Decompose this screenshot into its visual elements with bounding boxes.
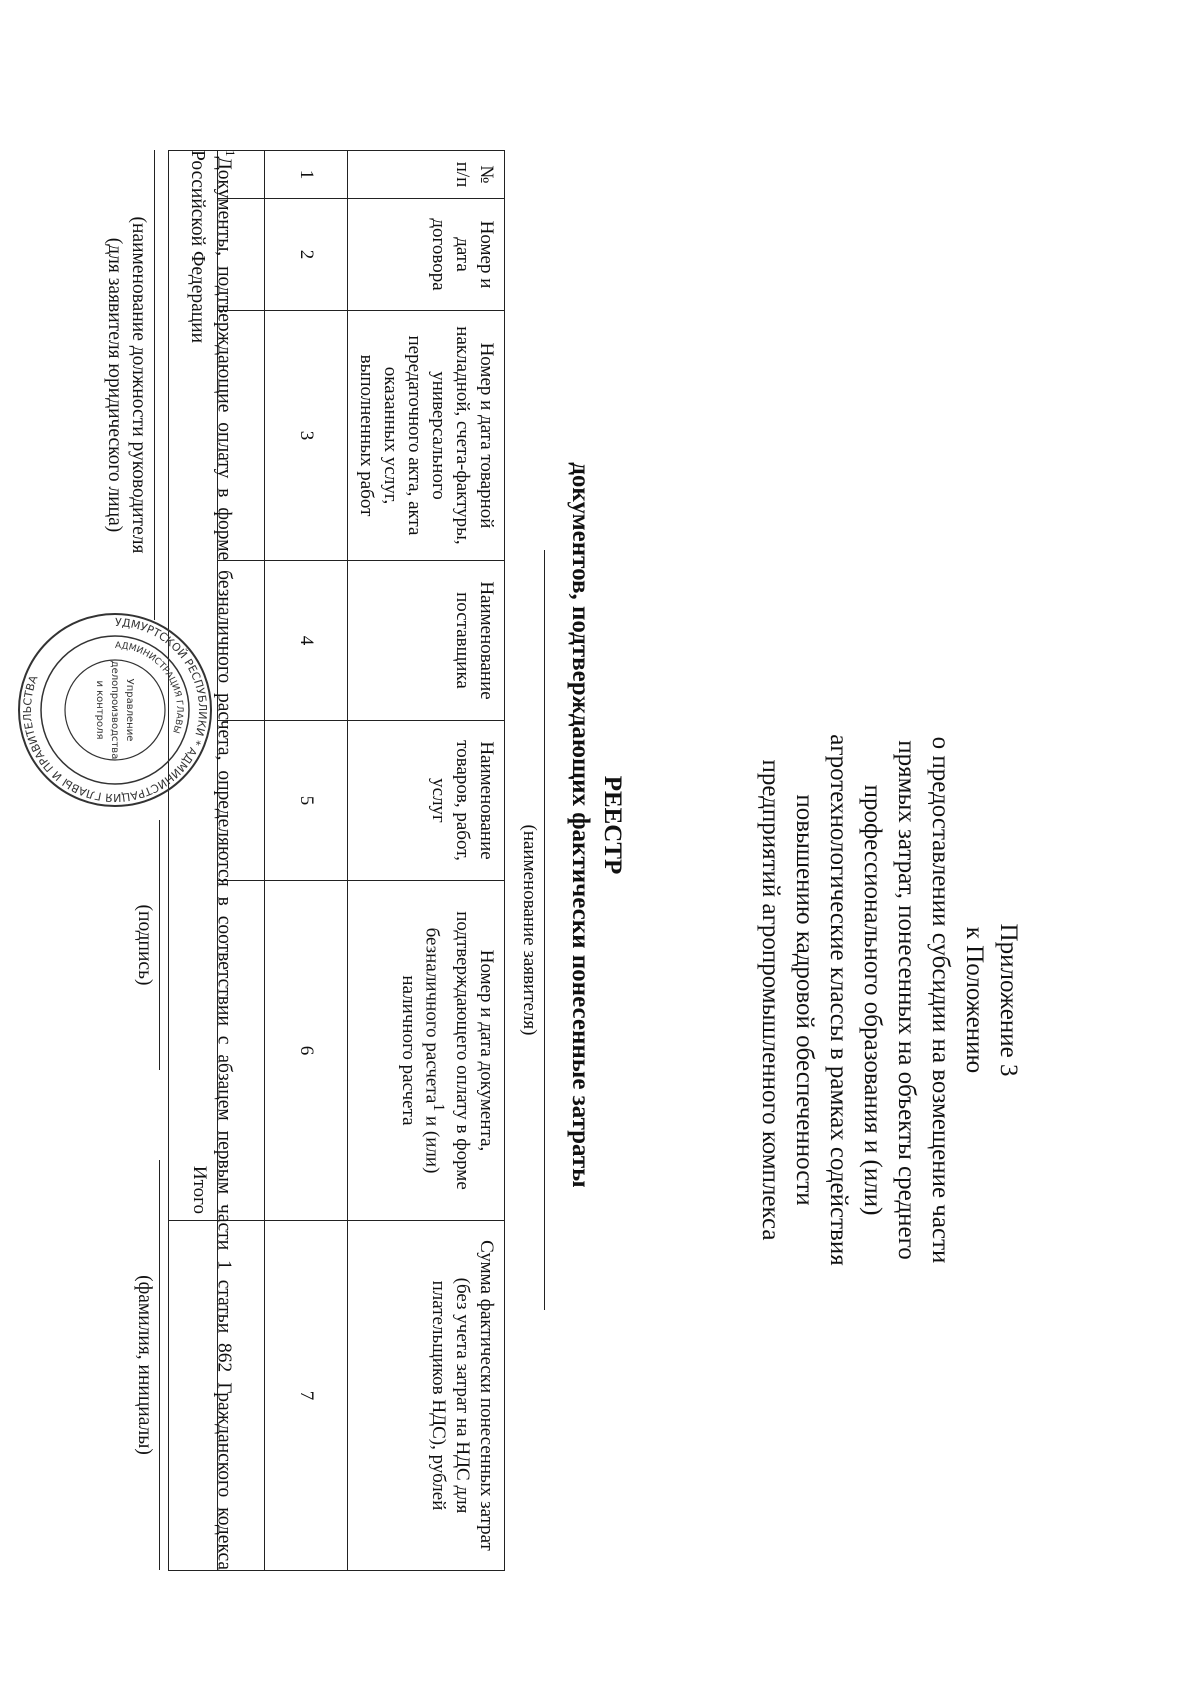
appendix-line: прямых затрат, понесенных на объекты среднего — [893, 740, 920, 1260]
number-cell: 6 — [265, 881, 348, 1221]
seal-center-line: делопроизводства — [109, 660, 120, 760]
appendix-line: агротехнологические классы в рамках содействия — [825, 734, 852, 1266]
header-text: и (или) наличного расчета — [397, 975, 443, 1174]
seal-center-line: Управление — [124, 678, 135, 742]
header-cell: № п/п — [348, 151, 505, 199]
title-main: РЕЕСТР — [599, 775, 626, 875]
position-caption-line: (для заявителя юридического лица) — [104, 237, 125, 533]
seal-center-line: и контроля — [94, 680, 105, 740]
position-line — [154, 150, 155, 620]
position-caption-line: (наименование должности руководителя — [128, 216, 149, 554]
table-header-row — [348, 151, 505, 1571]
header-cell — [348, 881, 505, 1221]
header-text: Номер и дата документа, подтверждающего оплату в форме безналичного расчета — [421, 911, 497, 1190]
appendix-line: о предоставлении субсидии на возмещение части — [927, 736, 954, 1264]
number-cell: 5 — [265, 721, 348, 881]
footnote-mark: 1 — [430, 1103, 447, 1112]
name-caption: (фамилия, инициалы) — [134, 1275, 155, 1455]
appendix-line: повышению кадровой обеспеченности — [791, 794, 818, 1206]
number-cell: 3 — [265, 311, 348, 561]
appendix-reference: к Положению — [961, 926, 988, 1074]
number-cell: 7 — [265, 1221, 348, 1571]
number-cell: 2 — [265, 199, 348, 311]
official-seal — [15, 610, 215, 810]
document-title — [564, 200, 628, 1450]
seal-graphic — [15, 610, 215, 810]
appendix-header — [753, 640, 1025, 1360]
appendix-line: предприятий агропромышленного комплекса — [757, 759, 784, 1241]
name-line — [159, 1160, 160, 1570]
footnote — [185, 150, 244, 1570]
title-sub: документов, подтверждающих фактически понесенные затраты — [567, 462, 594, 1188]
seal-outer-text: УДМУРТСКОЙ РЕСПУБЛИКИ * АДМИНИСТРАЦИЯ ГЛАВЫ И ПРАВИТЕЛЬСТВА — [20, 615, 210, 805]
seal-inner-text: АДМИНИСТРАЦИЯ ГЛАВЫ — [114, 640, 185, 735]
footnote-mark: 1 — [223, 150, 238, 157]
header-cell: Наименование поставщика — [348, 561, 505, 721]
table-number-row — [265, 151, 348, 1571]
header-cell: Сумма фактически понесенных затрат (без учета затрат на НДС для плательщиков НДС), рублей — [348, 1221, 505, 1571]
header-cell: Номер и дата товарной накладной, счета-фактуры, универсального передаточного акта, акта оказанных услуг, выполненных работ — [348, 311, 505, 561]
number-cell: 4 — [265, 561, 348, 721]
appendix-number: Приложение 3 — [995, 923, 1022, 1077]
signature-line — [159, 820, 160, 1070]
header-cell: Наименование товаров, работ, услуг — [348, 721, 505, 881]
signature-caption: (подпись) — [134, 904, 155, 986]
header-cell: Номер и дата договора — [348, 199, 505, 311]
total-label: Итого — [169, 151, 218, 1221]
applicant-name-line — [544, 550, 545, 1310]
footnote-text: Документы, подтверждающие оплату в форме безналичного расчета, определяются в соответствии с абзацем первым части 1 статьи 862 Гражданского кодекса Российской Федерации — [187, 150, 235, 1570]
position-caption — [102, 150, 150, 620]
appendix-line: профессионального образования и (или) — [859, 784, 886, 1216]
applicant-caption: (наименование заявителя) — [519, 824, 540, 1036]
number-cell: 1 — [265, 151, 348, 199]
